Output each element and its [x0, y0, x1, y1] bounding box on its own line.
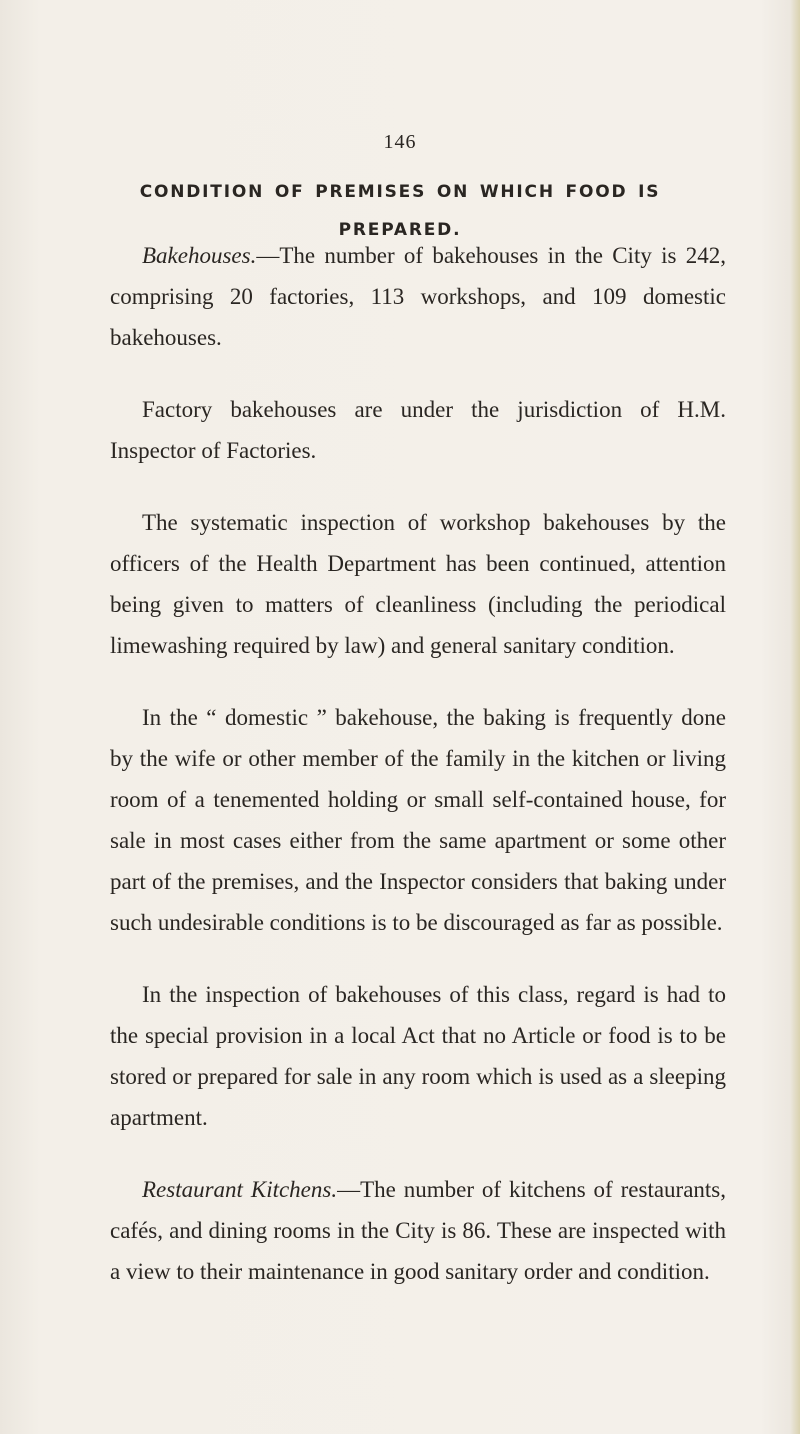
body-text [110, 235, 726, 1323]
paragraph-text: —The number of bakehouses in the City is 242, comprising 20 factories, 113 workshops, and 109 domestic bakehouses. [110, 243, 726, 350]
paragraph-text: Factory bakehouses are under the jurisdiction of H.M. Inspector of Factories. [110, 397, 726, 463]
paragraph-restaurant-kitchens [110, 1169, 726, 1292]
page-title: CONDITION OF PREMISES ON WHICH FOOD IS PREPARED. [139, 182, 661, 240]
paragraph-lead: Bakehouses. [142, 243, 257, 268]
paragraph-text: In the inspection of bakehouses of this class, regard is had to the special provision in a local Act that no Article or food is to be stored or prepared for sale in any room which is used as a sleeping apartment. [110, 982, 726, 1130]
paragraph-bakehouses [110, 235, 726, 358]
page-number: 146 [383, 131, 417, 153]
page-edge-shadow [790, 0, 800, 1434]
paragraph-inspection-class [110, 974, 726, 1138]
paragraph-lead: Restaurant Kitchens. [142, 1177, 338, 1202]
paragraph-text: In the “ domestic ” bakehouse, the baking is frequently done by the wife or other member of the family in the kitchen or living room of a tenemented holding or small self-contained house, for sale in most cases either from the same apartment or some other part of the premises, and the Inspector considers that baking under such undesirable conditions is to be discouraged as far as possible. [110, 705, 726, 935]
paragraph-factory-bakehouses [110, 389, 726, 471]
paragraph-domestic-bakehouse [110, 697, 726, 943]
paragraph-systematic-inspection [110, 502, 726, 666]
paragraph-text: The systematic inspection of workshop bakehouses by the officers of the Health Department has been continued, attention being given to matters of cleanliness (including the periodical limewashing required by law) and general sanitary condition. [110, 510, 726, 658]
paragraph-text: —The number of kitchens of restaurants, cafés, and dining rooms in the City is 86. These are inspected with a view to their maintenance in good sanitary order and condition. [110, 1177, 726, 1284]
